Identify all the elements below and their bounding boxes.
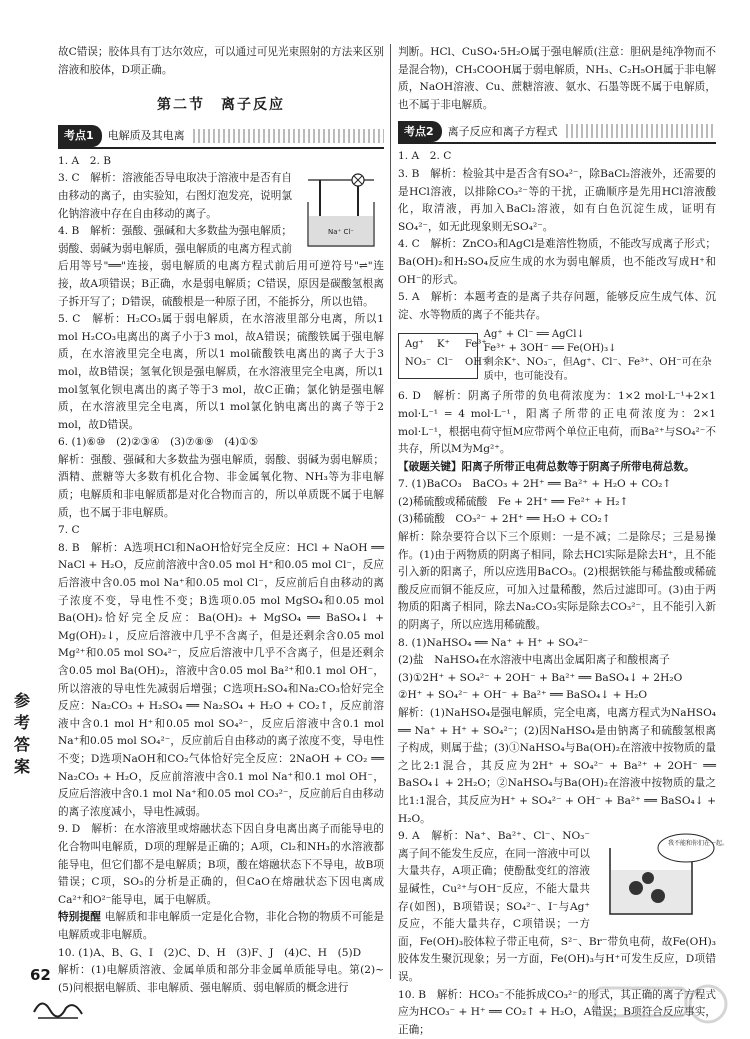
kp2-header [398,120,716,144]
answer-item: 6. (1)⑥⑩ (2)②③④ (3)⑦⑧⑨ (4)①⑤ [58,434,384,452]
ion-equations [484,328,716,384]
ion-label: Ag⁺ [405,336,424,354]
answer-item: ②H⁺ + SO₄²⁻ + OH⁻ + Ba²⁺ ══ BaSO₄↓ + H₂O [398,687,716,705]
answer-item: 3. C 解析：溶液能否导电取决于溶液中是否有自由移动的离子，由实验知，右图灯泡发亮，说明氯化钠溶液中存在自由移动的离子。 [58,170,384,223]
left-intro: 故C错误；胶体具有丁达尔效应，可以通过可见光束照射的方法来区别溶液和胶体，D项正确。 [58,44,384,79]
ion-label: Fe³⁺ [465,336,487,354]
ion-label: Cl⁻ [437,354,453,372]
kp1-header [58,125,384,149]
column-divider [390,44,391,979]
answer-item: 9. D 解析：在水溶液里或熔融状态下因自身电离出离子而能导电的化合物叫电解质，D项的理解是正确的；A项，Cl₂和NH₃的水溶液都能导电，但它们都不是电解质；B项，酸在熔融状态下不导电，故B项错误；C项，SO₃的分析是正确的，但CaO在熔融状态下因电离成Ca²⁺和O²⁻能导电，属于电解质。 [58,821,384,909]
svg-text:Na⁺ Cl⁻: Na⁺ Cl⁻ [328,228,354,236]
answer-item: (2)盐 NaHSO₄在水溶液中电离出金属阳离子和酸根离子 [398,652,716,670]
ion-equation: 剩余K⁺、NO₃⁻，但Ag⁺、Cl⁻、Fe³⁺、OH⁻可在杂质中，也可能没有。 [484,356,716,384]
ion-label: OH⁻ [465,354,487,372]
side-label-text: 参考答案 [14,691,30,776]
kp2-stripe [566,124,716,138]
handwritten-mark [30,990,90,1024]
page-number: 62 [30,966,51,984]
left-column [58,44,384,997]
answer-item: 4. B 解析：强酸、强碱和大多数盐为强电解质；弱酸、弱碱为弱电解质，强电解质的电离方程式前后用等号"══"连接，弱电解质的电离方程式前后用可逆符号"⇌"连接，故A项错误；B正确，水是弱电解质；C错误，原因是碳酸氢根离子拆开写了；D错误，硫酸根是一种原子团，不能拆分，所以也错。 [58,223,384,311]
answer-item: 5. C 解析：H₂CO₃属于弱电解质，在水溶液里部分电离，所以1 mol H₂CO₃电离出的离子小于3 mol，故A错误；硫酸铁属于强电解质，在水溶液里完全电离，所以1 mol硫酸铁电离出的离子大于3 mol，故B错误；氢氧化钡是强电解质，在水溶液里完全电离，所以1 mol氢氧化钡电离出的离子等于3 mol，故C正确；氯化钠是强电解质，在水溶液里完全电离，所以1 mol氯化钠电离出的离子等于2 mol，故D错误。 [58,311,384,434]
conductivity-apparatus-figure [298,172,384,250]
answer-item: 4. C 解析：ZnCO₃和AgCl是难溶性物质，不能改写成离子形式；Ba(OH)₂和H₂SO₄反应生成的水为弱电解质，也不能改写成H⁺和OH⁻的形式。 [398,236,716,289]
ion-label: NO₃⁻ [405,354,431,372]
ion-grid [398,333,478,379]
kp2-title: 离子反应和离子方程式 [448,123,558,141]
watermark-logo [590,982,740,1034]
answer-item: 10. (1)A、B、G、I (2)C、D、H (3)F、J (4)C、H (5)D [58,945,384,963]
answer-item: 8. B 解析：A选项HCl和NaOH恰好完全反应：HCl + NaOH ══ NaCl + H₂O，反应前溶液中含0.05 mol H⁺和0.05 mol Cl⁻，反应后溶液中含0.05 mol Na⁺和0.05 mol Cl⁻，反应前后自由移动的离子浓度不变，导电性不变；B选项0.05 mol MgSO₄和0.05 mol Ba(OH)₂恰好完全反应：Ba(OH)₂ + MgSO₄ ══ BaSO₄↓ + Mg(OH)₂↓，反应后溶液中几乎不含离子，但是还剩余含0.05 mol Mg²⁺和0.05 mol SO₄²⁻，反应后溶液中几乎不含离子，但是还剩余含0.05 mol Ba(OH)₂，溶液中含0.05 mol Ba²⁺和0.1 mol OH⁻，所以溶液的导电性先减弱后增强；C选项H₂SO₄和Na₂CO₃恰好完全反应：Na₂CO₃ + H₂SO₄ ══ Na₂SO₄ + H₂O + CO₂↑，反应前溶液中含0.1 mol H⁺和0.05 mol SO₄²⁻，反应后溶液中含0.1 mol Na⁺和0.05 mol SO₄²⁻，反应前后自由移动的离子浓度不变，导电性不变；D选项NaOH和CO₂气体恰好完全反应：2NaOH + CO₂ ══ Na₂CO₃ + H₂O，反应前溶液中含0.1 mol Na⁺和0.1 mol OH⁻，反应后溶液中含0.1 mol Na⁺和0.05 mol CO₃²⁻，反应前后自由移动的离子浓度减小，导电性减弱。 [58,540,384,822]
special-tip [58,909,384,944]
right-intro: 判断。HCl、CuSO₄·5H₂O属于强电解质(注意：胆矾是纯净物而不是混合物)，CH₃COOH属于弱电解质，NH₃、C₂H₅OH属于非电解质，NaOH溶液、Cu、蔗糖溶液、氨水、石墨等既不属于电解质，也不属于非电解质。 [398,44,716,114]
answer-item: 解析：除杂要符合以下三个原则：一是不减；二是除尽；三是易操作。(1)由于两物质的阴离子相同，除去HCl实际是除去H⁺，且不能引入新的阳离子，所以应选用BaCO₃。(2)根据铁能与稀盐酸或稀硫酸反应而铜不能反应，可加入过量稀酸，然后过滤即可。(3)由于两物质的阳离子相同，除去Na₂CO₃实际是除去CO₃²⁻，且不能引入新的阴离子，所以应选用稀硫酸。 [398,529,716,635]
beaker-cartoon-figure [596,830,716,920]
section-title: 第二节 离子反应 [58,97,384,115]
answer-item: 3. B 解析：检验其中是否含有SO₄²⁻，除BaCl₂溶液外，还需要的是HCl溶液，以排除CO₃²⁻等的干扰，正确顺序是先用HCl溶液酸化，取清液，再加入BaCl₂溶液，如有白色沉淀生成，证明有SO₄²⁻，如无此现象则无SO₄²⁻。 [398,166,716,236]
key-insight: 【破题关键】阳离子所带正电荷总数等于阴离子所带电荷总数。 [398,459,716,477]
answer-item: (3)①2H⁺ + SO₄²⁻ + 2OH⁻ + Ba²⁺ ══ BaSO₄↓ + 2H₂O [398,670,716,688]
kp1-title: 电解质及其电离 [108,127,185,145]
ion-equation: Ag⁺ + Cl⁻ ══ AgCl↓ [484,328,716,342]
answer-item: 解析：(1)NaHSO₄是强电解质，完全电离，电离方程式为NaHSO₄ ══ Na⁺ + H⁺ + SO₄²⁻；(2)因NaHSO₄是由钠离子和硫酸氢根离子构成，则属于盐；(3)①NaHSO₄与Ba(OH)₂在溶液中按物质的量之比2:1混合，其反应为2H⁺ + SO₄²⁻ + Ba²⁺ + 2OH⁻ ══ BaSO₄↓ + 2H₂O；②NaHSO₄与Ba(OH)₂在溶液中按物质的量之比1:1混合，其反应为H⁺ + SO₄²⁻ + OH⁻ + Ba²⁺ ══ BaSO₄↓ + H₂O。 [398,705,716,828]
speech-bubble-text: 我不能和你们在一起。 [668,839,728,847]
answer-item: 9. A 解析：Na⁺、Ba²⁺、Cl⁻、NO₃⁻离子间不能发生反应，在同一溶液中可以大量共存，A项正确；使酚酞变红的溶液显碱性，Cu²⁺与OH⁻反应，不能大量共存(如图)，B项错误；SO₄²⁻、I⁻与Ag⁺反应，不能大量共存，C项错误；一方面，Fe(OH)₃胶体粒子带正电荷，S²⁻、Br⁻带负电荷，故Fe(OH)₃胶体发生聚沉现象；另一方面，Fe(OH)₃与H⁺可发生反应，D项错误。 [398,828,716,986]
ion-coexistence-figure [398,328,716,384]
answer-item: 1. A 2. C [398,148,716,166]
answer-item: 5. A 解析：本题考查的是离子共存问题，能够反应生成气体、沉淀、水等物质的离子不能共存。 [398,289,716,324]
answer-item: 解析：(1)电解质溶液、金属单质和部分非金属单质能导电。第(2)~(5)问根据电解质、非电解质、强电解质、弱电解质的概念进行 [58,962,384,997]
answer-item: 10. B 解析：HCO₃⁻不能拆成CO₃²⁻的形式，其正确的离子方程式应为HCO₃⁻ + H⁺ ══ CO₂↑ + H₂O，A错误；B项符合反应事实，正确； [398,987,716,1039]
tip-text: 电解质和非电解质一定是化合物，非化合物的物质不可能是电解质或非电解质。 [58,911,384,941]
answer-item: (2)稀硫酸或稀硫酸 Fe + 2H⁺ ══ Fe²⁺ + H₂↑ [398,494,716,512]
tip-label: 特别提醒 [58,911,101,923]
kp2-badge: 考点2 [398,121,442,143]
kp1-stripe [193,129,384,143]
answer-item: 1. A 2. B [58,153,384,171]
answer-item: (3)稀硫酸 CO₃²⁻ + 2H⁺ ══ H₂O + CO₂↑ [398,511,716,529]
answer-item: 7. (1)BaCO₃ BaCO₃ + 2H⁺ ══ Ba²⁺ + H₂O + CO₂↑ [398,476,716,494]
answer-item: 7. C [58,522,384,540]
answer-item: 8. (1)NaHSO₄ ══ Na⁺ + H⁺ + SO₄²⁻ [398,635,716,653]
kp1-badge: 考点1 [58,125,102,147]
right-column [398,44,716,1039]
ion-label: K⁺ [437,336,450,354]
answer-item: 解析：强酸、强碱和大多数盐为强电解质，弱酸、弱碱为弱电解质；酒精、蔗糖等大多数有机化合物、非金属氧化物、NH₃等为非电解质；电解质和非电解质都是对化合物而言的，所以单质既不属于电解质，也不属于非电解质。 [58,452,384,522]
side-label [10,690,34,778]
answer-item: 6. D 解析：阴离子所带的负电荷浓度为：1×2 mol·L⁻¹+2×1 mol·L⁻¹ = 4 mol·L⁻¹，阳离子所带的正电荷浓度为：2×1 mol·L⁻¹，根据电荷守恒M应带两个单位正电荷，而Ba²⁺与SO₄²⁻不共存，所以M为Mg²⁺。 [398,388,716,458]
ion-equation: Fe³⁺ + 3OH⁻ ══ Fe(OH)₃↓ [484,342,716,356]
